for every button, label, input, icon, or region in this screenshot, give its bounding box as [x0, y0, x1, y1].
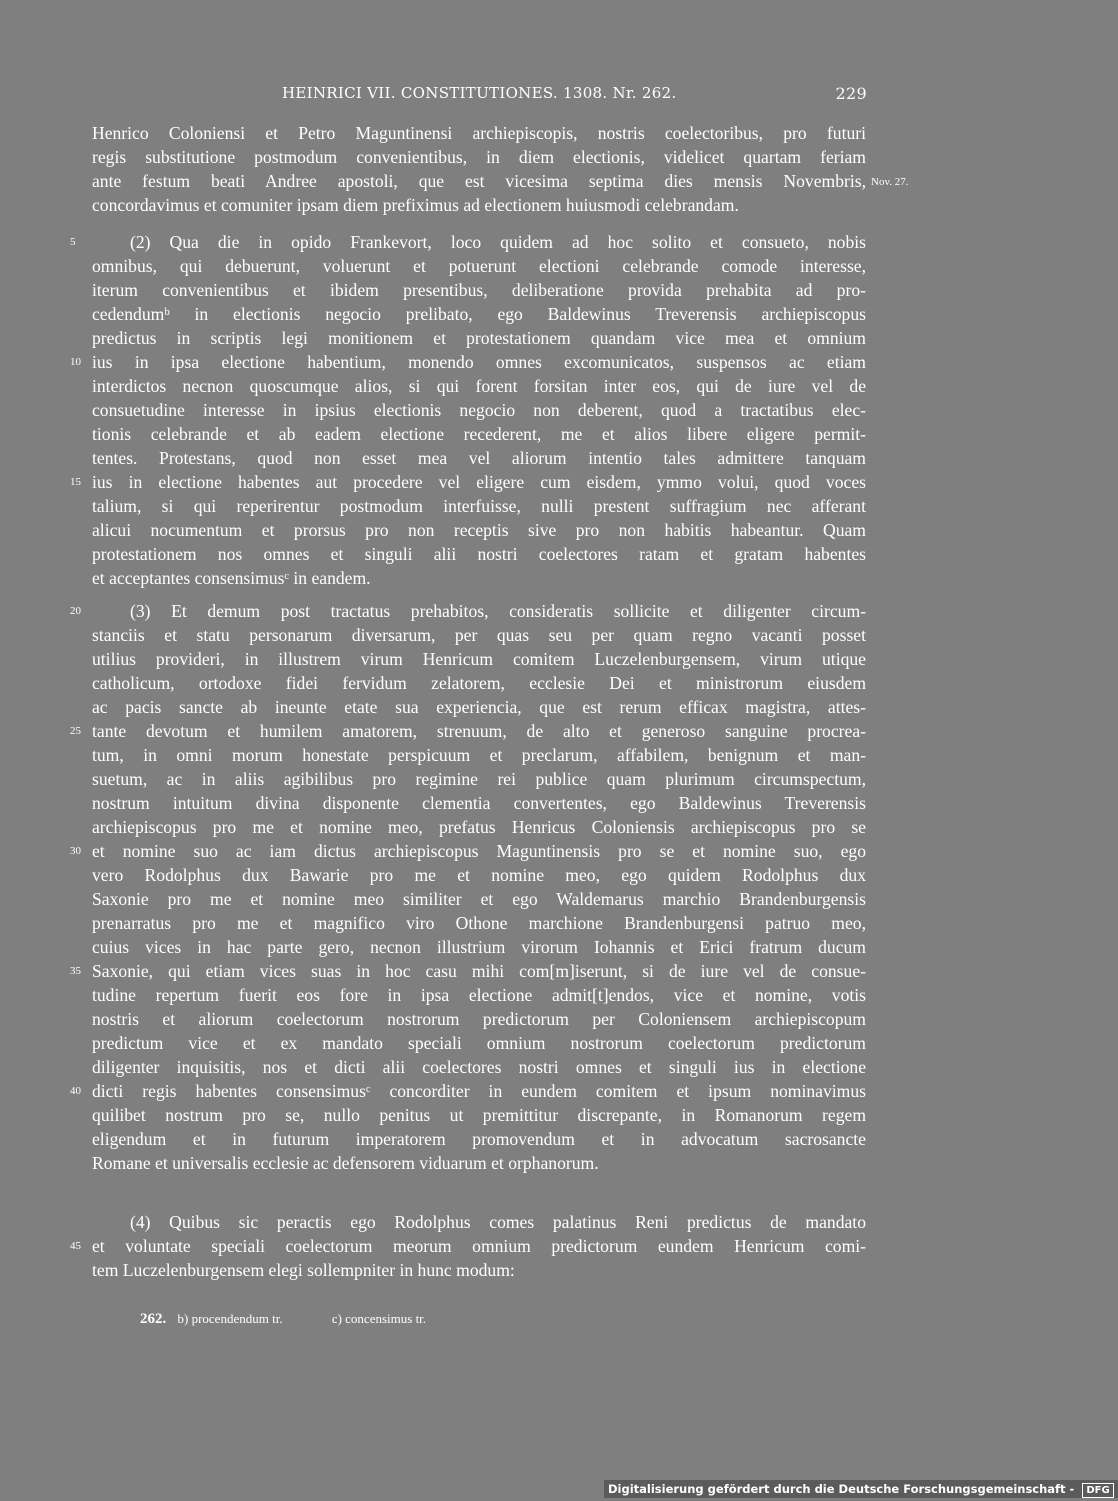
text-line: utilius provideri, in illustrem virum Henricum comitem Luczelenburgensem, virum utique [92, 649, 866, 669]
text-line: et voluntate speciali coelectorum meorum omnium predictorum eundem Henricum comi- [92, 1236, 866, 1256]
text-line: eligendum et in futurum imperatorem promovendum et in advocatum sacrosancte [92, 1129, 866, 1149]
footnote-document-number: 262. [140, 1311, 167, 1327]
text-line: tudine repertum fuerit eos fore in ipsa electione admit[t]endos, vice et nomine, votis [92, 985, 866, 1005]
page-number: 229 [835, 84, 867, 103]
footnotes [140, 1311, 426, 1328]
text-line: ante festum beati Andree apostoli, que est vicesima septima dies mensis Novembris, [92, 171, 866, 191]
text-line: ius in electione habentes aut procedere vel eligere cum eisdem, ymmo volui, quod voces [92, 472, 866, 492]
text-line: vero Rodolphus dux Bawarie pro me et nomine meo, ego quidem Rodolphus dux [92, 865, 866, 885]
text-line: tionis celebrande et ab eadem electione recederent, me et alios libere eligere permit- [92, 424, 866, 444]
text-line: predictus in scriptis legi monitionem et protestationem quandam vice mea et omnium [92, 328, 866, 348]
text-line: Saxonie pro me et nomine meo similiter et ego Waldemarus marchio Brandenburgensis [92, 889, 866, 909]
text-line: dicti regis habentes consensimusᶜ concorditer in eundem comitem et ipsum nominavimus [92, 1081, 866, 1101]
text-line: diligenter inquisitis, nos et dicti alii coelectores nostri omnes et singuli ius in electione [92, 1057, 866, 1077]
line-number: 45 [70, 1240, 81, 1252]
text-line: talium, si qui reperirentur postmodum interfuisse, nulli prestent suffragium nec afferant [92, 496, 866, 516]
text-line: tante devotum et humilem amatorem, strenuum, de alto et generoso sanguine procrea- [92, 721, 866, 741]
margin-note-date: Nov. 27. [871, 176, 909, 188]
dfg-logo: DFG [1082, 1483, 1113, 1498]
text-line: predictum vice et ex mandato speciali omnium nostrorum coelectorum predictorum [92, 1033, 866, 1053]
text-line: nostris et aliorum coelectorum nostrorum predictorum per Coloniensem archiepiscopum [92, 1009, 866, 1029]
text-line: quilibet nostrum pro se, nullo penitus ut premittitur discrepante, in Romanorum regem [92, 1105, 866, 1125]
text-line: cuius vices in hac parte gero, necnon illustrium virorum Iohannis et Erici fratrum ducum [92, 937, 866, 957]
footnote-b: b) procendendum tr. [177, 1311, 283, 1326]
text-line: Saxonie, qui etiam vices suas in hoc casu mihi com[m]iserunt, si de iure vel de consue- [92, 961, 866, 981]
text-line: tum, in omni morum honestate perspicuum et preclarum, affabilem, benignum et man- [92, 745, 866, 765]
text-line: et acceptantes consensimusᶜ in eandem. [92, 568, 371, 588]
text-line: Henrico Coloniensi et Petro Maguntinensi archiepiscopis, nostris coelectoribus, pro futuri [92, 123, 866, 143]
text-line: consuetudine interesse in ipsius electionis negocio non deberent, quod a tractatibus elec- [92, 400, 866, 420]
footnote-c: c) concensimus tr. [331, 1311, 427, 1326]
text-line: et nomine suo ac iam dictus archiepiscopus Maguntinensis pro se et nomine suo, ego [92, 841, 866, 861]
text-line: regis substitutione postmodum convenientibus, in diem electionis, videlicet quartam feriam [92, 147, 866, 167]
text-line: suetum, ac in aliis agibilibus pro regimine rei publice quam plurimum circumspectum, [92, 769, 866, 789]
line-number: 35 [70, 965, 81, 977]
text-line: omnibus, qui debuerunt, voluerunt et potuerunt electioni celebrande comode interesse, [92, 256, 866, 276]
text-line: ius in ipsa electione habentium, monendo omnes excomunicatos, suspensos ac etiam [92, 352, 866, 372]
line-number: 15 [70, 476, 81, 488]
text-line: ac pacis sancte ab ineunte etate sua experiencia, que est rerum efficax magistra, attes- [92, 697, 866, 717]
line-number: 40 [70, 1085, 81, 1097]
text-line: (4) Quibus sic peractis ego Rodolphus comes palatinus Reni predictus de mandato [130, 1212, 866, 1232]
line-number: 30 [70, 845, 81, 857]
text-line: protestationem nos omnes et singuli alii nostri coelectores ratam et gratam habentes [92, 544, 866, 564]
running-head [92, 84, 867, 108]
text-line: stanciis et statu personarum diversarum, per quas seu per quam regno vacanti posset [92, 625, 866, 645]
text-line: (2) Qua die in opido Frankevort, loco quidem ad hoc solito et consueto, nobis [130, 232, 866, 252]
text-line: cedendumᵇ in electionis negocio prelibato, ego Baldewinus Treverensis archiepiscopus [92, 304, 866, 324]
text-line: tem Luczelenburgensem elegi sollempniter in hunc modum: [92, 1260, 515, 1280]
footer-credit [604, 1480, 1118, 1498]
text-line: (3) Et demum post tractatus prehabitos, consideratis sollicite et diligenter circum- [130, 601, 866, 621]
text-line: archiepiscopus pro me et nomine meo, prefatus Henricus Coloniensis archiepiscopus pro se [92, 817, 866, 837]
text-line: tentes. Protestans, quod non esset mea vel aliorum intentio tales admittere tanquam [92, 448, 866, 468]
text-line: concordavimus et comuniter ipsam diem prefiximus ad electionem huiusmodi celebrandam. [92, 195, 739, 215]
text-line: catholicum, ortodoxe fidei fervidum zelatorem, ecclesie Dei et ministrorum eiusdem [92, 673, 866, 693]
text-line: interdictos necnon quoscumque alios, si qui forent forsitan inter eos, qui de iure vel de [92, 376, 866, 396]
text-line: nostrum intuitum divina disponente clementia convertentes, ego Baldewinus Treverensis [92, 793, 866, 813]
text-line: alicui nocumentum et prorsus pro non receptis sive pro non habitis habeantur. Quam [92, 520, 866, 540]
line-number: 25 [70, 725, 81, 737]
text-line: prenarratus pro me et magnifico viro Othone marchione Brandenburgensi patruo meo, [92, 913, 866, 933]
footer-credit-text: Digitalisierung gefördert durch die Deutsche Forschungsgemeinschaft - [608, 1482, 1075, 1496]
line-number: 20 [70, 605, 81, 617]
line-number: 10 [70, 356, 81, 368]
running-head-title: HEINRICI VII. CONSTITUTIONES. 1308. Nr. 262. [282, 84, 677, 102]
text-line: Romane et universalis ecclesie ac defensorem viduarum et orphanorum. [92, 1153, 599, 1173]
line-number: 5 [70, 236, 76, 248]
text-line: iterum convenientibus et ibidem presentibus, deliberatione provida prehabita ad pro- [92, 280, 866, 300]
